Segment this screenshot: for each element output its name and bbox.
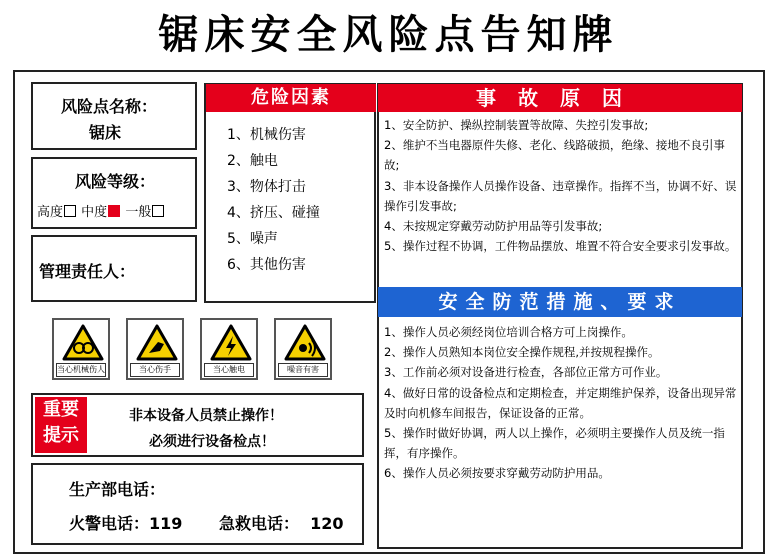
electric-shock-icon: [210, 324, 252, 362]
risk-level-options: [37, 201, 165, 220]
hazard-item: 6、其他伤害: [227, 257, 306, 273]
cause-item: 1、安全防护、操纵控制装置等故障、失控引发事故;: [384, 118, 649, 132]
warning-sign-hand: [126, 318, 184, 380]
ambulance-phone-label: 急救电话：: [219, 514, 300, 533]
cause-item: 5、操作过程不协调，工件物品摆放、堆置不符合安全要求引发事故。: [384, 239, 737, 254]
safety-header: 安全防范措施、要求: [378, 287, 742, 317]
safety-item: 6、操作人员必须按要求穿戴劳动防护用品。: [384, 466, 610, 481]
risk-point-label: 风险点名称：: [61, 97, 158, 116]
fire-phone-label: 火警电话：: [69, 514, 150, 533]
risk-level-label: 风险等级：: [75, 172, 156, 191]
cause-item: 3、非本设备操作人员操作设备、违章操作。指挥不当，协调不好、误操作引发事故;: [384, 178, 737, 213]
warning-sign-mechanical: [52, 318, 110, 380]
level-high-checkbox: [64, 205, 76, 217]
hazards-header: 危险因素: [206, 84, 376, 112]
notice-tag-line: 提示: [43, 425, 79, 446]
hazard-item: 3、物体打击: [227, 179, 306, 195]
causes-header: 事故原因: [378, 84, 742, 112]
contacts-box: [31, 463, 364, 545]
risk-level-box: [31, 157, 197, 229]
ambulance-phone-number: 120: [310, 514, 344, 533]
page-title: 锯床安全风险点告知牌: [158, 12, 619, 58]
hazards-list: [227, 122, 320, 278]
safety-item: 3、工作前必须对设备进行检查，各部位正常方可作业。: [384, 365, 668, 380]
level-medium-label: 中度: [81, 205, 108, 220]
hazard-item: 4、挤压、碰撞: [227, 205, 320, 221]
fire-phone: [69, 511, 182, 534]
safety-item: 1、操作人员必须经岗位培训合格方可上岗操作。: [384, 325, 633, 339]
sign-caption: 当心触电: [204, 363, 254, 377]
sign-caption: 当心机械伤人: [56, 363, 106, 377]
responsible-box: [31, 235, 197, 302]
noise-hazard-icon: [284, 324, 326, 362]
hazard-item: 2、触电: [227, 153, 278, 169]
responsible-label: 管理责任人：: [39, 262, 136, 281]
notice-tag-line: 重要: [43, 399, 79, 420]
risk-point-value: 锯床: [89, 123, 122, 142]
notice-line: 非本设备人员禁止操作！: [129, 408, 283, 424]
causes-text: [384, 115, 740, 256]
level-low-checkbox: [152, 205, 164, 217]
safety-item: 4、做好日常的设备检点和定期检查，并定期维护保养，设备出现异常及时向机修车间报告，保证设备的正常。: [384, 385, 737, 420]
cause-item: 4、未按规定穿戴劳动防护用品等引发事故;: [384, 219, 603, 234]
risk-point-box: [31, 82, 197, 150]
safety-text: [384, 322, 740, 484]
important-notice: [31, 393, 364, 457]
sign-caption: 噪音有害: [278, 363, 328, 377]
production-phone-label: 生产部电话：: [69, 480, 166, 499]
cause-item: 2、维护不当电器原件失修、老化、线路破损，绝缘、接地不良引事故;: [384, 138, 725, 173]
level-medium-checkbox: [108, 205, 120, 217]
notice-tag: [35, 397, 87, 453]
level-high-label: 高度: [37, 205, 64, 220]
safety-item: 5、操作时做好协调，两人以上操作，必须明主要操作人员及统一指挥，有序操作。: [384, 426, 725, 461]
hazard-item: 1、机械伤害: [227, 127, 306, 143]
sign-caption: 当心伤手: [130, 363, 180, 377]
safety-item: 2、操作人员熟知本岗位安全操作规程,并按规程操作。: [384, 345, 660, 360]
level-low-label: 一般: [125, 205, 152, 220]
mechanical-injury-icon: [62, 324, 104, 362]
warning-sign-electric: [200, 318, 258, 380]
hand-injury-icon: [136, 324, 178, 362]
fire-phone-number: 119: [149, 514, 183, 533]
notice-line: 必须进行设备检点！: [149, 434, 275, 450]
hazard-item: 5、噪声: [227, 231, 278, 247]
ambulance-phone: [219, 511, 344, 534]
warning-sign-noise: [274, 318, 332, 380]
